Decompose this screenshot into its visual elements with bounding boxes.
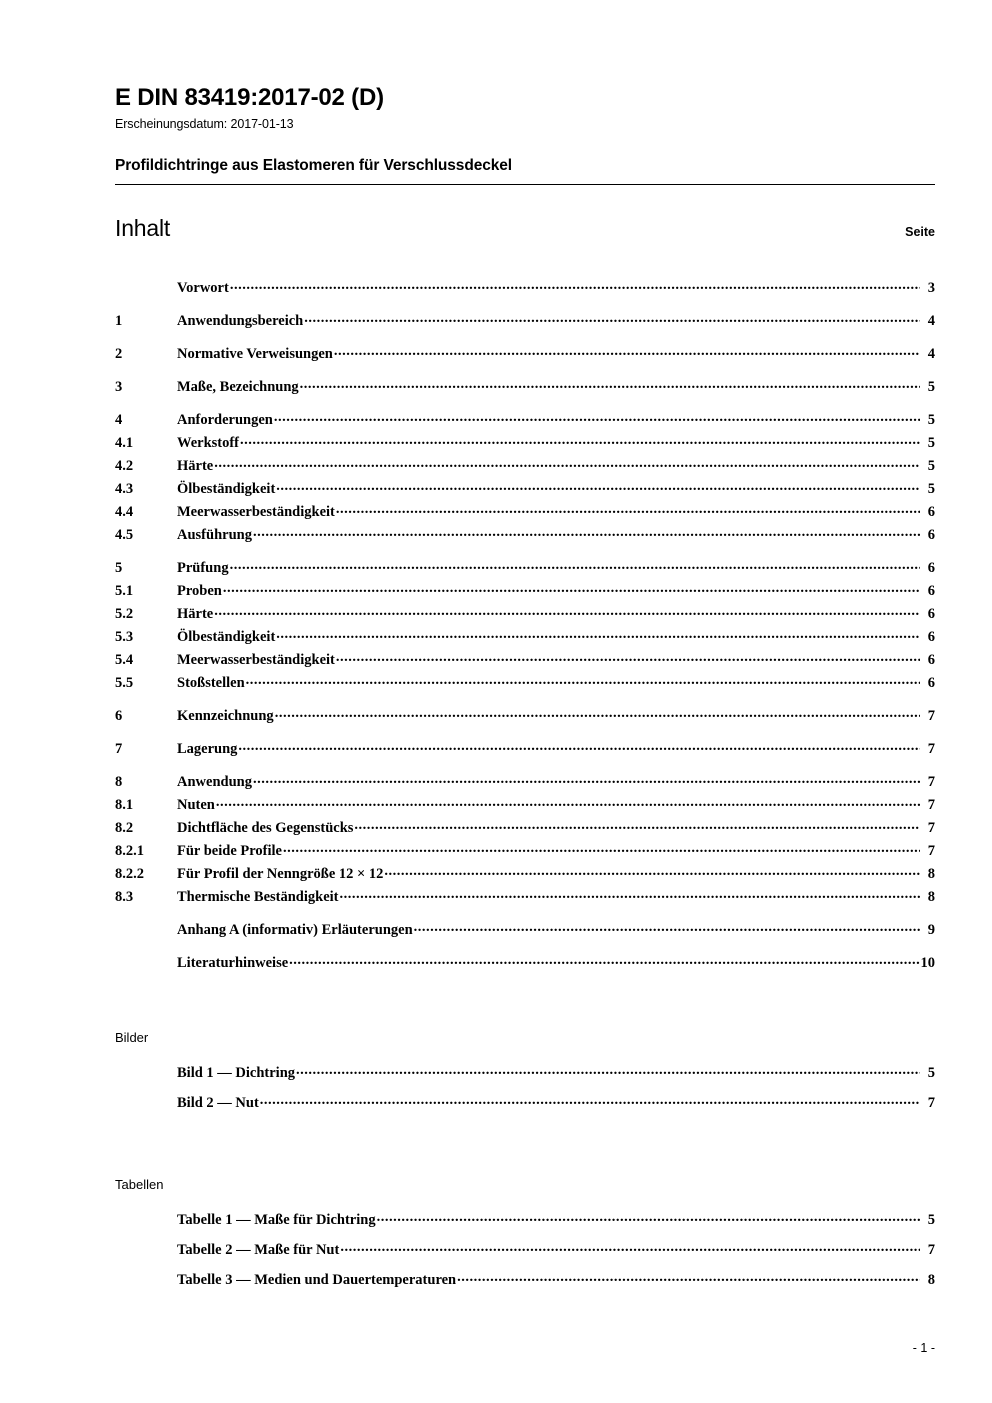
page-number: - 1 - <box>912 1341 935 1355</box>
toc-entry-page: 7 <box>927 741 935 758</box>
toc-entry-page: 5 <box>927 379 935 396</box>
toc-leader-dots <box>384 864 920 878</box>
toc-leader-dots <box>260 1093 920 1107</box>
toc-entry[interactable] <box>115 627 935 650</box>
toc-entry-label: Vorwort <box>177 280 229 297</box>
toc-entry-label: Maße, Bezeichnung <box>177 379 299 396</box>
toc-entry-page: 7 <box>927 1095 935 1112</box>
toc-leader-dots <box>457 1270 920 1284</box>
toc-leader-dots <box>223 581 920 595</box>
toc-leader-dots <box>354 818 920 832</box>
figures-list <box>115 1063 935 1123</box>
table-of-contents <box>115 278 935 976</box>
toc-entry-label: Werkstoff <box>177 435 240 452</box>
toc-entry-page: 6 <box>927 583 935 600</box>
toc-entry-number: 7 <box>115 741 123 758</box>
toc-entry[interactable] <box>115 920 935 943</box>
toc-leader-dots <box>300 377 920 391</box>
toc-entry-label: Lagerung <box>177 741 238 758</box>
toc-entry-label: Tabelle 2 — Maße für Nut <box>177 1242 340 1259</box>
toc-entry[interactable] <box>115 1210 935 1240</box>
toc-entry-number: 8 <box>115 774 123 791</box>
toc-entry[interactable] <box>115 818 935 841</box>
toc-leader-dots <box>414 920 920 934</box>
toc-entry-label: Härte <box>177 458 214 475</box>
toc-page-column-label: Seite <box>905 225 935 240</box>
toc-group-spacer <box>115 943 935 953</box>
toc-entry[interactable] <box>115 558 935 581</box>
toc-entry-label: Anhang A (informativ) Erläuterungen <box>177 922 413 939</box>
toc-entry-number: 4.4 <box>115 504 134 521</box>
toc-entry-label: Meerwasserbeständigkeit <box>177 504 335 521</box>
toc-entry-number: 5.5 <box>115 675 134 692</box>
toc-leader-dots <box>304 311 920 325</box>
toc-entry[interactable] <box>115 1240 935 1270</box>
toc-entry[interactable] <box>115 1063 935 1093</box>
toc-entry-number: 5.4 <box>115 652 134 669</box>
toc-entry[interactable] <box>115 502 935 525</box>
toc-entry-page: 7 <box>927 1242 935 1259</box>
toc-entry-page: 5 <box>927 481 935 498</box>
toc-leader-dots <box>214 604 920 618</box>
toc-entry-page: 6 <box>927 606 935 623</box>
toc-leader-dots <box>216 795 920 809</box>
document-subtitle: Profildichtringe aus Elastomeren für Verschlussdeckel <box>115 157 512 175</box>
toc-leader-dots <box>276 479 920 493</box>
toc-entry-label: Für beide Profile <box>177 843 282 860</box>
toc-entry-page: 5 <box>927 412 935 429</box>
toc-leader-dots <box>283 841 920 855</box>
toc-leader-dots <box>253 772 920 786</box>
toc-group-spacer <box>115 910 935 920</box>
toc-entry-label: Anwendungsbereich <box>177 313 304 330</box>
toc-entry-number: 4.1 <box>115 435 134 452</box>
toc-entry[interactable] <box>115 604 935 627</box>
toc-entry-label: Härte <box>177 606 214 623</box>
toc-entry-page: 6 <box>927 652 935 669</box>
toc-entry-page: 3 <box>927 280 935 297</box>
toc-entry[interactable] <box>115 739 935 762</box>
toc-entry-page: 4 <box>927 313 935 330</box>
toc-entry[interactable] <box>115 953 935 976</box>
toc-entry-number: 4.3 <box>115 481 134 498</box>
toc-entry-page: 5 <box>927 1065 935 1082</box>
toc-group-spacer <box>115 762 935 772</box>
toc-entry[interactable] <box>115 864 935 887</box>
toc-entry-page: 5 <box>927 458 935 475</box>
toc-entry[interactable] <box>115 673 935 696</box>
toc-entry-label: Nuten <box>177 797 215 814</box>
toc-entry-number: 3 <box>115 379 123 396</box>
toc-entry-page: 6 <box>927 560 935 577</box>
toc-entry-page: 6 <box>927 527 935 544</box>
toc-entry-number: 5.1 <box>115 583 134 600</box>
toc-entry-label: Für Profil der Nenngröße 12 × 12 <box>177 866 384 883</box>
toc-entry-page: 7 <box>927 820 935 837</box>
toc-entry-number: 2 <box>115 346 123 363</box>
header-divider <box>115 184 935 185</box>
toc-entry-number: 4.2 <box>115 458 134 475</box>
toc-group-spacer <box>115 729 935 739</box>
toc-heading: Inhalt <box>115 215 171 242</box>
toc-entry-label: Ölbeständigkeit <box>177 481 276 498</box>
toc-entry-number: 5 <box>115 560 123 577</box>
toc-entry-label: Stoßstellen <box>177 675 245 692</box>
tables-heading: Tabellen <box>115 1177 164 1193</box>
toc-entry-number: 8.2.2 <box>115 866 144 883</box>
tables-list <box>115 1210 935 1300</box>
toc-entry[interactable] <box>115 377 935 400</box>
toc-entry-number: 1 <box>115 313 123 330</box>
toc-leader-dots <box>340 1240 920 1254</box>
toc-leader-dots <box>274 410 920 424</box>
toc-leader-dots <box>230 558 920 572</box>
toc-entry-label: Bild 2 — Nut <box>177 1095 259 1112</box>
toc-entry-number: 8.2 <box>115 820 134 837</box>
toc-entry-label: Anforderungen <box>177 412 273 429</box>
toc-entry-label: Meerwasserbeständigkeit <box>177 652 335 669</box>
toc-entry-label: Ölbeständigkeit <box>177 629 276 646</box>
toc-entry-page: 8 <box>927 1272 935 1289</box>
toc-entry-page: 6 <box>927 629 935 646</box>
toc-entry-page: 6 <box>927 504 935 521</box>
toc-leader-dots <box>214 456 920 470</box>
toc-entry[interactable] <box>115 1093 935 1123</box>
toc-entry-label: Normative Verweisungen <box>177 346 333 363</box>
page-content <box>115 0 935 1300</box>
toc-entry-label: Tabelle 3 — Medien und Dauertemperaturen <box>177 1272 457 1289</box>
toc-leader-dots <box>230 278 920 292</box>
toc-leader-dots <box>275 706 920 720</box>
toc-entry[interactable] <box>115 525 935 548</box>
toc-entry-page: 7 <box>927 774 935 791</box>
toc-entry-number: 4.5 <box>115 527 134 544</box>
publication-date: Erscheinungsdatum: 2017-01-13 <box>115 117 294 132</box>
toc-entry-number: 5.2 <box>115 606 134 623</box>
toc-entry-label: Anwendung <box>177 774 252 791</box>
toc-entry[interactable] <box>115 1270 935 1300</box>
toc-entry-page: 5 <box>927 1212 935 1229</box>
toc-leader-dots <box>246 673 920 687</box>
toc-entry[interactable] <box>115 433 935 456</box>
toc-entry[interactable] <box>115 706 935 729</box>
toc-entry-page: 8 <box>927 866 935 883</box>
toc-entry-number: 8.3 <box>115 889 134 906</box>
toc-entry[interactable] <box>115 841 935 864</box>
toc-leader-dots <box>377 1210 920 1224</box>
toc-entry-page: 9 <box>927 922 935 939</box>
toc-entry-label: Tabelle 1 — Maße für Dichtring <box>177 1212 376 1229</box>
toc-entry-label: Literaturhinweise <box>177 955 289 972</box>
toc-entry[interactable] <box>115 278 935 301</box>
toc-group-spacer <box>115 301 935 311</box>
toc-entry-label: Kennzeichnung <box>177 708 274 725</box>
toc-group-spacer <box>115 334 935 344</box>
toc-leader-dots <box>296 1063 920 1077</box>
toc-header-row <box>115 215 935 242</box>
toc-entry-number: 4 <box>115 412 123 429</box>
toc-entry-page: 5 <box>927 435 935 452</box>
toc-entry-page: 7 <box>927 797 935 814</box>
toc-entry-label: Bild 1 — Dichtring <box>177 1065 296 1082</box>
toc-entry-label: Dichtfläche des Gegenstücks <box>177 820 354 837</box>
toc-entry-number: 8.2.1 <box>115 843 144 860</box>
document-title: E DIN 83419:2017-02 (D) <box>115 84 384 111</box>
toc-entry-label: Thermische Beständigkeit <box>177 889 339 906</box>
toc-entry-label: Ausführung <box>177 527 252 544</box>
toc-leader-dots <box>276 627 920 641</box>
toc-entry-page: 7 <box>927 843 935 860</box>
toc-entry-page: 8 <box>927 889 935 906</box>
toc-leader-dots <box>289 953 919 967</box>
toc-entry-page: 4 <box>927 346 935 363</box>
toc-entry[interactable] <box>115 456 935 479</box>
toc-group-spacer <box>115 367 935 377</box>
figures-heading: Bilder <box>115 1030 149 1046</box>
toc-leader-dots <box>340 887 920 901</box>
toc-group-spacer <box>115 400 935 410</box>
toc-group-spacer <box>115 548 935 558</box>
toc-entry-label: Proben <box>177 583 222 600</box>
toc-entry-page: 10 <box>920 955 935 972</box>
toc-entry-label: Prüfung <box>177 560 229 577</box>
toc-entry[interactable] <box>115 650 935 673</box>
toc-leader-dots <box>240 433 920 447</box>
toc-leader-dots <box>334 344 920 358</box>
toc-entry[interactable] <box>115 795 935 818</box>
toc-leader-dots <box>336 502 920 516</box>
toc-entry-page: 6 <box>927 675 935 692</box>
toc-entry[interactable] <box>115 479 935 502</box>
toc-entry[interactable] <box>115 410 935 433</box>
toc-entry[interactable] <box>115 772 935 795</box>
toc-leader-dots <box>253 525 920 539</box>
toc-entry-number: 8.1 <box>115 797 134 814</box>
toc-entry-number: 6 <box>115 708 123 725</box>
toc-entry-number: 5.3 <box>115 629 134 646</box>
toc-entry[interactable] <box>115 887 935 910</box>
toc-leader-dots <box>238 739 920 753</box>
toc-group-spacer <box>115 696 935 706</box>
toc-entry[interactable] <box>115 344 935 367</box>
toc-entry[interactable] <box>115 311 935 334</box>
toc-leader-dots <box>336 650 920 664</box>
toc-entry[interactable] <box>115 581 935 604</box>
toc-entry-page: 7 <box>927 708 935 725</box>
